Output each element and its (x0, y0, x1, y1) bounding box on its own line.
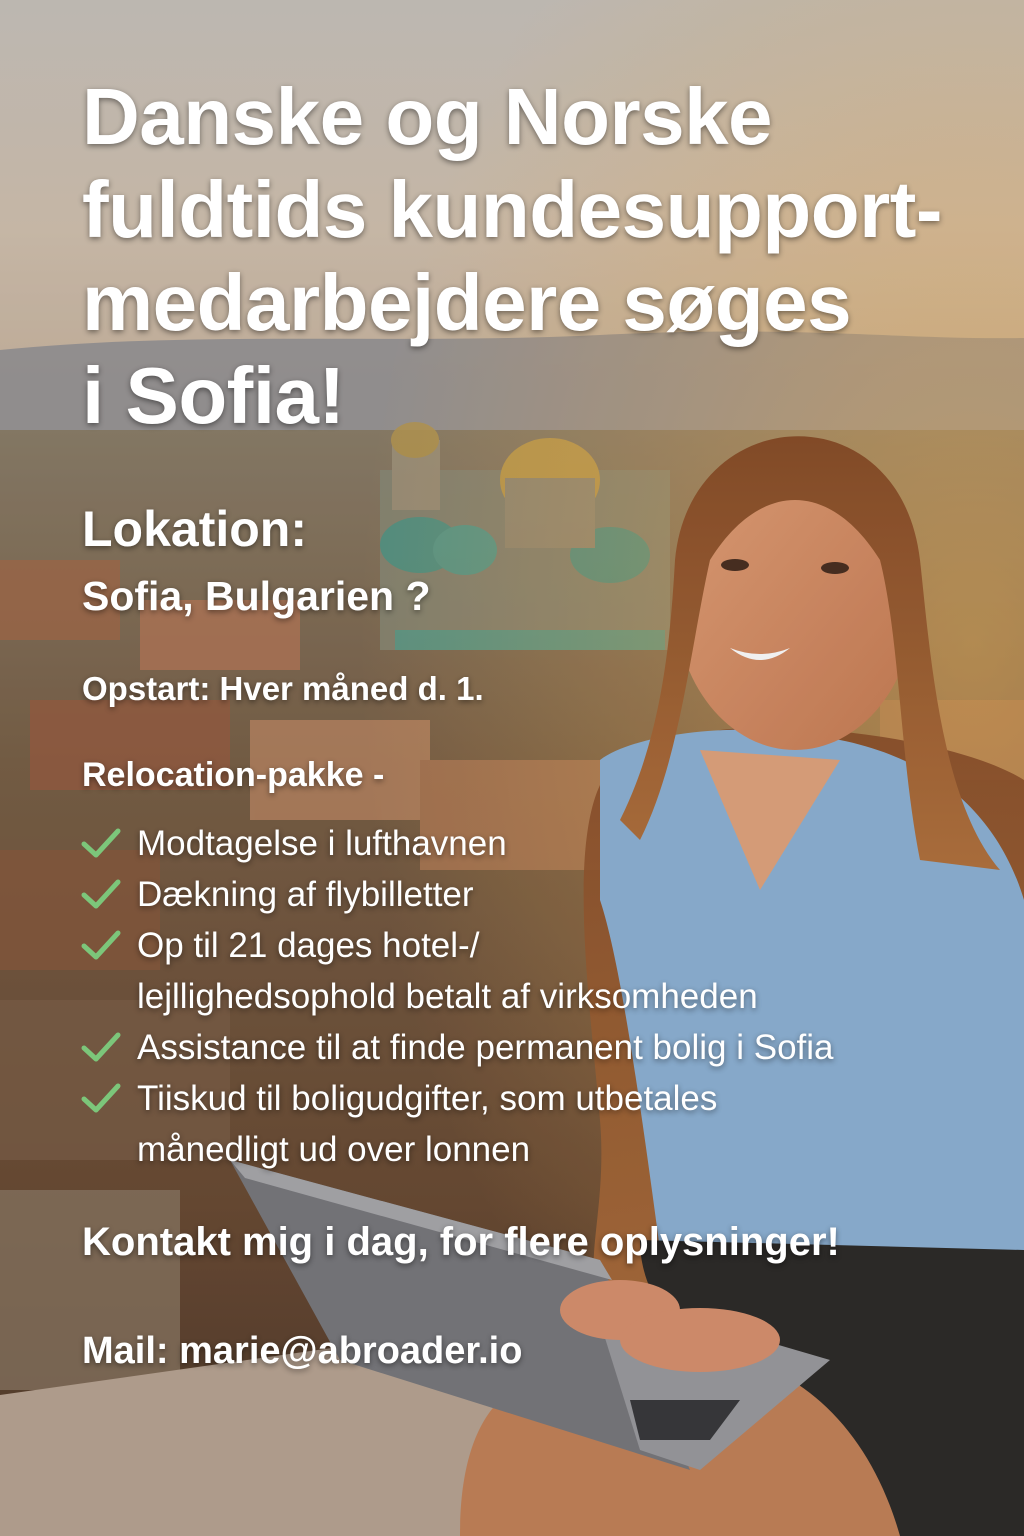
list-item-text: Op til 21 dages hotel-/ lejllighedsophold betalt af virksomheden (137, 926, 758, 1016)
list-item-text: Modtagelse i lufthavnen (137, 824, 507, 863)
list-item (80, 1073, 980, 1175)
headline-line: fuldtids kundesupport- (82, 165, 943, 254)
list-item-text: Tiiskud til boligudgifter, som utbetales månedligt ud over lonnen (137, 1079, 718, 1169)
check-icon (80, 928, 122, 962)
check-icon (80, 826, 122, 860)
list-item (80, 869, 980, 920)
location-label: Lokation: (82, 501, 307, 557)
contact-email[interactable]: Mail: marie@abroader.io (82, 1330, 523, 1372)
headline (82, 70, 1002, 442)
list-item (80, 920, 980, 1022)
list-item (80, 1022, 980, 1073)
relocation-list (80, 818, 980, 1175)
headline-line: Danske og Norske (82, 72, 773, 161)
list-item-text: Dækning af flybilletter (137, 875, 474, 914)
relocation-heading: Relocation-pakke - (82, 756, 385, 794)
check-icon (80, 1030, 122, 1064)
check-icon (80, 877, 122, 911)
list-item-text: Assistance til at finde permanent bolig i Sofia (137, 1028, 834, 1067)
start-date: Opstart: Hver måned d. 1. (82, 670, 484, 707)
location-value: Sofia, Bulgarien ? (82, 573, 431, 619)
headline-line: i Sofia! (82, 351, 345, 440)
headline-line: medarbejdere søges (82, 258, 852, 347)
contact-cta: Kontakt mig i dag, for flere oplysninger! (82, 1220, 840, 1264)
list-item (80, 818, 980, 869)
check-icon (80, 1081, 122, 1115)
